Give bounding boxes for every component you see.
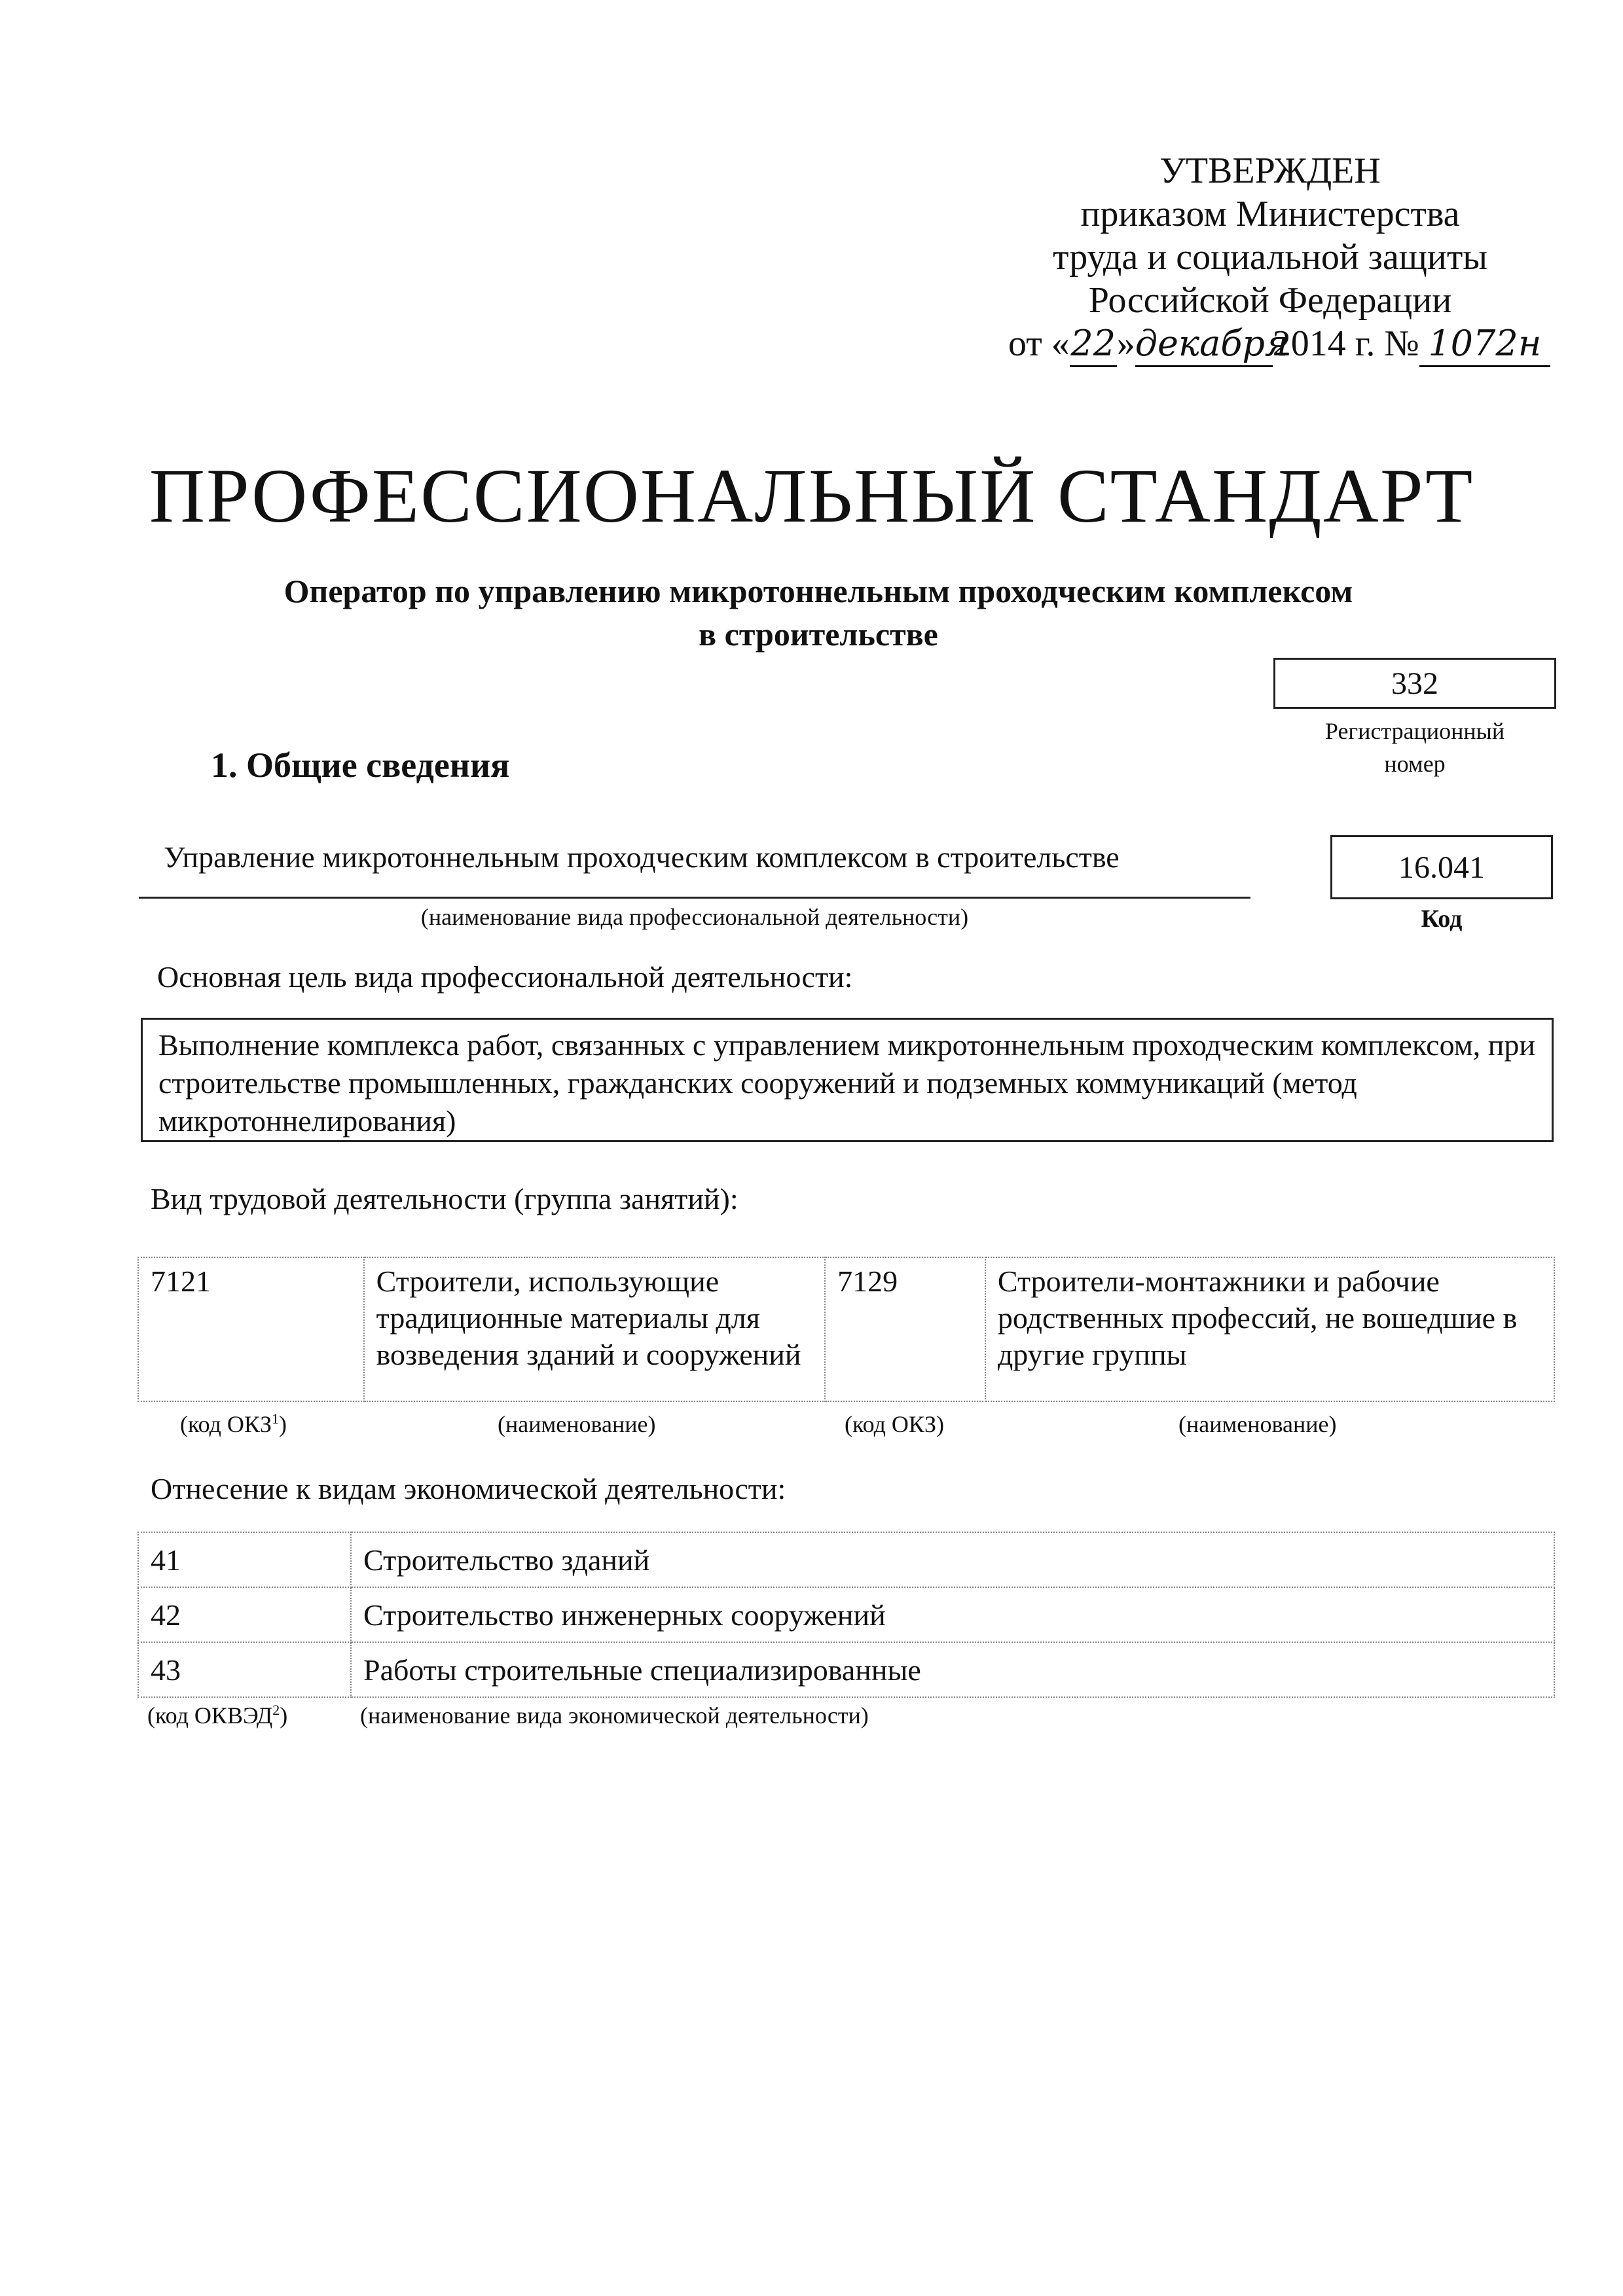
okz-code-cell: 7121 bbox=[138, 1257, 364, 1401]
approval-line: Российской Федерации bbox=[1088, 280, 1452, 321]
date-prefix: от « bbox=[1008, 323, 1070, 364]
activity-name: Управление микротоннельным проходческим комплексом в строительстве bbox=[164, 840, 1120, 874]
approval-line: приказом Министерства bbox=[1080, 194, 1460, 234]
goal-box bbox=[141, 1018, 1554, 1142]
table-row bbox=[138, 1257, 1554, 1401]
okz-code-caption: (код ОКЗ) bbox=[845, 1411, 944, 1437]
handwritten-order-number: 1072н bbox=[1419, 322, 1550, 367]
okved-name-cell: Строительство инженерных сооружений bbox=[351, 1587, 1554, 1642]
footnote-marker: 1 bbox=[271, 1410, 279, 1427]
handwritten-day: 22 bbox=[1070, 322, 1117, 367]
okved-name-cell: Работы строительные специализированные bbox=[351, 1642, 1554, 1697]
goal-text: Выполнение комплекса работ, связанных с управлением микротоннельным проходческим комплексом, при строительстве промышленных, гражданских сооружений и подземных коммуникаций (метод микротоннелирования) bbox=[158, 1028, 1536, 1138]
approval-line: труда и социальной защиты bbox=[1053, 237, 1487, 278]
okved-code-cell: 41 bbox=[138, 1532, 351, 1587]
handwritten-month: декабря bbox=[1135, 322, 1273, 367]
activity-code-box bbox=[1330, 835, 1553, 899]
registration-caption bbox=[1290, 715, 1540, 780]
table-row bbox=[138, 1532, 1554, 1587]
activity-code-caption: Код bbox=[1421, 905, 1463, 933]
subtitle-line: Оператор по управлению микротоннельным проходческим комплексом bbox=[283, 573, 1353, 609]
economic-activity-label: Отнесение к видам экономической деятельности: bbox=[151, 1472, 786, 1505]
activity-underline bbox=[139, 897, 1250, 899]
table-row bbox=[138, 1642, 1554, 1697]
activity-code: 16.041 bbox=[1398, 850, 1485, 885]
section-heading: 1. Общие сведения bbox=[211, 745, 510, 785]
footnote-marker: 2 bbox=[272, 1702, 280, 1718]
table-row bbox=[138, 1587, 1554, 1642]
okz-name-cell: Строители-монтажники и рабочие родственных профессий, не вошедшие в другие группы bbox=[985, 1257, 1554, 1401]
okz-table bbox=[137, 1257, 1555, 1402]
okz-code-cell: 7129 bbox=[825, 1257, 985, 1401]
occupation-group-label: Вид трудовой деятельности (группа занятий): bbox=[151, 1182, 739, 1215]
date-mid: » bbox=[1116, 323, 1135, 364]
approval-heading: УТВЕРЖДЕН bbox=[1159, 151, 1381, 191]
okved-name-cell: Строительство зданий bbox=[351, 1532, 1554, 1587]
caption-text: (код ОКВЭД bbox=[147, 1702, 273, 1729]
okved-code-cell: 43 bbox=[138, 1642, 351, 1697]
okved-name-caption: (наименование вида экономической деятельности) bbox=[360, 1702, 869, 1729]
registration-caption-line: Регистрационный bbox=[1324, 718, 1505, 744]
registration-caption-line: номер bbox=[1384, 751, 1446, 777]
approval-block bbox=[976, 149, 1565, 367]
caption-text: ) bbox=[278, 1411, 287, 1437]
document-title: ПРОФЕССИОНАЛЬНЫЙ СТАНДАРТ bbox=[149, 453, 1474, 539]
okz-name-caption: (наименование) bbox=[498, 1411, 656, 1437]
caption-text: (код ОКЗ bbox=[180, 1411, 272, 1437]
registration-number-box bbox=[1273, 658, 1556, 709]
okz-name-cell: Строители, использующие традиционные материалы для возведения зданий и сооружений bbox=[364, 1257, 825, 1401]
approval-date-line bbox=[976, 322, 1565, 367]
okved-table bbox=[137, 1532, 1555, 1698]
okz-name-caption: (наименование) bbox=[1178, 1411, 1337, 1437]
okved-code-caption bbox=[147, 1702, 287, 1729]
caption-text: ) bbox=[280, 1702, 288, 1729]
registration-number: 332 bbox=[1391, 666, 1438, 701]
date-year: 2014 г. № bbox=[1272, 323, 1419, 364]
activity-caption: (наименование вида профессиональной деятельности) bbox=[420, 904, 969, 930]
subtitle-line: в строительстве bbox=[699, 616, 938, 653]
document-subtitle bbox=[164, 569, 1473, 656]
okved-code-cell: 42 bbox=[138, 1587, 351, 1642]
okz-code-caption bbox=[180, 1410, 287, 1438]
goal-label: Основная цель вида профессиональной деятельности: bbox=[157, 960, 853, 994]
